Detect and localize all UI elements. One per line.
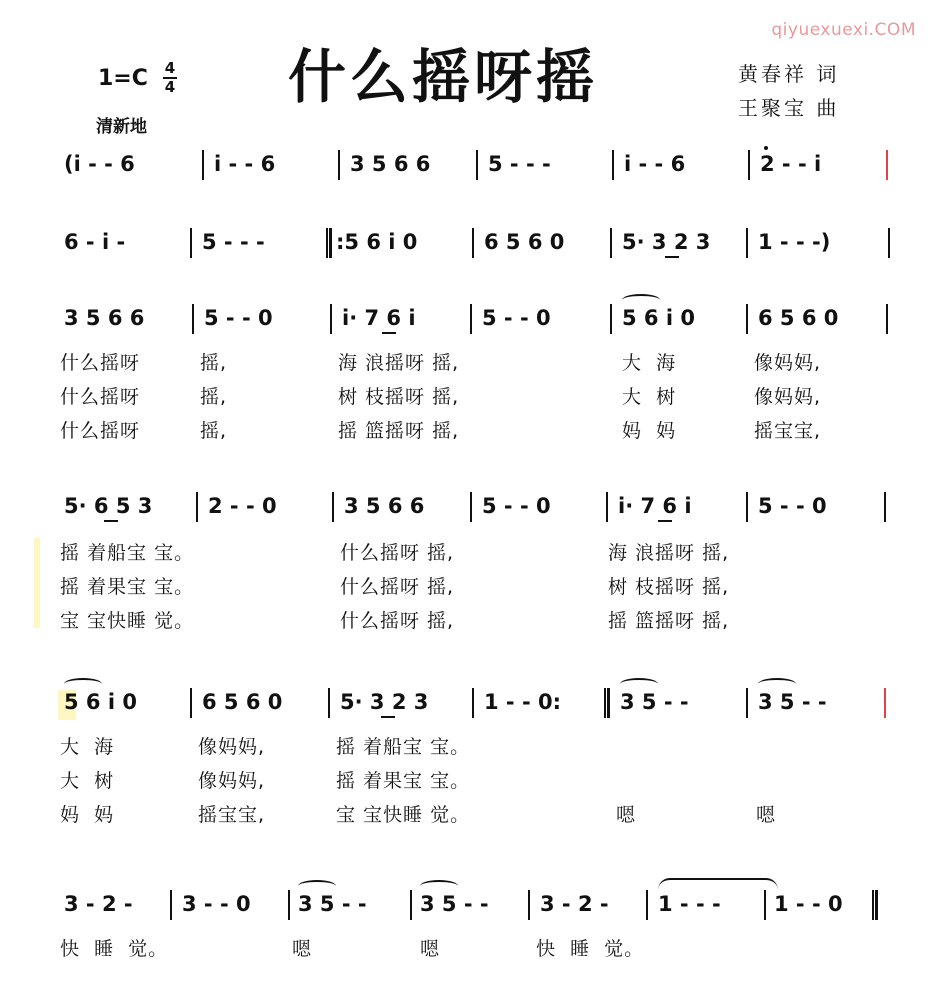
barline [884,688,886,718]
barline [748,150,750,180]
barline [746,228,748,258]
repeat-start-barline [326,228,332,258]
barline [612,150,614,180]
measure: (i - - 6 [64,152,135,176]
lyric-segment: 什么摇呀 摇, [340,542,455,564]
measure: 3 5 - - [758,690,827,714]
lyric-line [60,934,940,960]
barline [646,890,648,920]
barline [476,150,478,180]
lyric-segment: 什么摇呀 摇, [340,610,455,632]
notation-row-1 [0,152,946,186]
measure: 5 - - 0 [482,494,551,518]
lyric-segment: 树 枝摇呀 摇, [608,576,730,598]
slur [420,880,458,892]
lyric-segment: 摇宝宝, [198,804,266,826]
repeat-end-barline [604,688,610,718]
barline [764,890,766,920]
lyric-segment: 嗯 [292,938,313,960]
measure: i· 7 6 i [618,494,692,518]
notation-row-6 [0,892,946,926]
lyric-line [60,572,940,598]
measure: 3 5 - - [620,690,689,714]
barline [190,688,192,718]
lyric-segment: 摇 着果宝 宝。 [60,576,195,598]
measure: 3 - - 0 [182,892,251,916]
barline [170,890,172,920]
lyric-segment: 摇 篮摇呀 摇, [608,610,730,632]
lyric-segment: 什么摇呀 [60,386,141,408]
lyric-line [60,382,940,408]
measure: 5 - - 0 [204,306,273,330]
barline [472,688,474,718]
barline [884,492,886,522]
watermark: qiyuexuexi.COM [771,20,916,40]
slur [622,294,660,306]
slur [620,678,658,690]
lyric-segment: 海 浪摇呀 摇, [608,542,730,564]
lyric-segment: 摇 着船宝 宝。 [336,736,471,758]
lyric-segment: 什么摇呀 [60,352,141,374]
lyric-line [60,416,940,442]
lyric-segment: 像妈妈, [754,352,822,374]
barline [606,492,608,522]
measure: i - - 6 [214,152,276,176]
barline [410,890,412,920]
barline [746,688,748,718]
measure: 3 - 2 - [540,892,609,916]
measure: 5 - - - [202,230,265,254]
lyric-line [60,538,940,564]
barline [888,228,890,258]
measure: 5 - - 0 [482,306,551,330]
notation-row-5 [0,690,946,724]
measure: 2 - - 0 [208,494,277,518]
lyric-segment: 宝 宝快睡 觉。 [60,610,195,632]
lyric-segment: 嗯 [756,804,777,826]
lyricist-credit: 黄春祥 词 [738,62,840,86]
meter-top: 4 [164,59,176,77]
measure: 5 6 i 0 [64,690,137,714]
measure: 3 5 - - [420,892,489,916]
lyric-segment: 摇, [200,386,228,408]
lyric-line [60,766,940,792]
barline [528,890,530,920]
notation-row-3 [0,306,946,340]
lyric-line [60,732,940,758]
measure: 2 - - i [760,152,822,176]
composer-credit: 王聚宝 曲 [738,96,840,120]
barline [288,890,290,920]
meter-bottom: 4 [164,78,176,96]
eighth-underline [104,520,118,522]
lyric-segment: 摇 篮摇呀 摇, [338,420,460,442]
time-signature [162,60,178,96]
notation-row-2 [0,230,946,264]
barline [328,688,330,718]
lyric-segment: 快 睡 觉。 [60,938,169,960]
eighth-underline [658,520,672,522]
high-octave-dot [764,146,768,150]
lyric-segment: 大 树 [60,770,115,792]
lyric-segment: 树 枝摇呀 摇, [338,386,460,408]
lyric-segment: 摇, [200,352,228,374]
barline [470,304,472,334]
barline [746,304,748,334]
measure: 1 - - - [658,892,721,916]
lyric-segment: 快 睡 觉。 [536,938,645,960]
barline [330,304,332,334]
lyric-line [60,348,940,374]
measure: 5· 6 5 3 [64,494,153,518]
measure: i· 7 6 i [342,306,416,330]
lyric-segment: 摇宝宝, [754,420,822,442]
lyric-line [60,800,940,826]
lyric-segment: 妈 妈 [622,420,677,442]
barline [886,304,888,334]
highlight-mark [34,538,40,628]
lyric-segment: 海 浪摇呀 摇, [338,352,460,374]
measure: 3 5 6 6 [64,306,145,330]
measure: 6 - i - [64,230,126,254]
slur [298,880,336,892]
barline [610,228,612,258]
measure: i - - 6 [624,152,686,176]
barline [192,304,194,334]
lyric-segment: 摇 着船宝 宝。 [60,542,195,564]
measure: 5· 3 2 3 [622,230,711,254]
barline [472,228,474,258]
measure: :5 6 i 0 [336,230,418,254]
lyric-segment: 像妈妈, [198,770,266,792]
eighth-underline [381,716,395,718]
measure: 3 - 2 - [64,892,133,916]
slur [758,678,796,690]
lyric-segment: 宝 宝快睡 觉。 [336,804,471,826]
song-title: 什么摇呀摇 [288,43,599,111]
measure: 1 - - 0: [484,690,561,714]
measure: 3 5 - - [298,892,367,916]
barline [190,228,192,258]
lyric-segment: 嗯 [420,938,441,960]
measure: 5· 3 2 3 [340,690,429,714]
measure: 5 - - - [488,152,551,176]
barline [470,492,472,522]
barline [610,304,612,334]
measure: 6 5 6 0 [758,306,839,330]
lyric-segment: 大 海 [60,736,115,758]
lyric-segment: 像妈妈, [198,736,266,758]
measure: 5 - - 0 [758,494,827,518]
barline [332,492,334,522]
measure: 6 5 6 0 [202,690,283,714]
lyric-segment: 摇 着果宝 宝。 [336,770,471,792]
barline [746,492,748,522]
lyric-segment: 大 树 [622,386,677,408]
lyric-segment: 大 海 [622,352,677,374]
lyric-segment: 嗯 [616,804,637,826]
lyric-segment: 摇, [200,420,228,442]
lyric-line [60,606,940,632]
measure: 5 6 i 0 [622,306,695,330]
eighth-underline [665,256,679,258]
measure: 3 5 6 6 [350,152,431,176]
lyric-segment: 什么摇呀 [60,420,141,442]
tie [658,878,778,890]
measure: 1 - - -) [758,230,831,254]
measure: 3 5 6 6 [344,494,425,518]
lyric-segment: 妈 妈 [60,804,115,826]
slur [64,678,102,690]
measure: 6 5 6 0 [484,230,565,254]
barline [338,150,340,180]
barline [196,492,198,522]
lyric-segment: 什么摇呀 摇, [340,576,455,598]
measure: 1 - - 0 [774,892,843,916]
final-barline [872,890,878,920]
key-signature: 1=C [98,66,148,91]
tempo-marking: 清新地 [96,117,147,137]
eighth-underline [382,332,396,334]
barline [886,150,888,180]
barline [202,150,204,180]
notation-row-4 [0,494,946,528]
lyric-segment: 像妈妈, [754,386,822,408]
